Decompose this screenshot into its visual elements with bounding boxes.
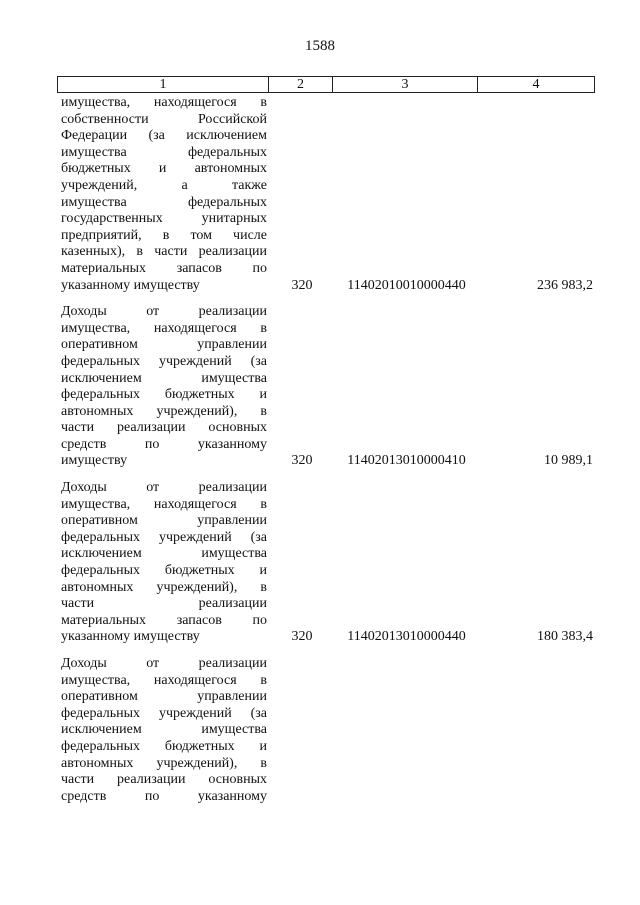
description-line: имущества федеральных [61, 194, 267, 210]
description-line: исключением имущества [61, 722, 267, 738]
description-line: автономных учреждений), в [61, 579, 267, 595]
description-line: бюджетных и автономных [61, 161, 267, 177]
description-line: исключением имущества [61, 370, 267, 386]
row-budget-code: 11402010010000440 [347, 277, 466, 293]
description-line: указанному имуществу [61, 629, 200, 645]
description-line: казенных), в части реализации [61, 244, 267, 260]
description-line: имуществу [61, 453, 128, 469]
description-line: Доходы от реализации [61, 656, 267, 671]
row-budget-code: 11402013010000410 [347, 453, 466, 469]
description-line: собственности Российской [61, 111, 267, 127]
description-line: материальных запасов по [61, 612, 267, 628]
row-budget-code: 11402013010000440 [347, 629, 466, 645]
page-number: 1588 [305, 38, 335, 54]
description-line: предприятий, в том числе [61, 227, 267, 243]
header-col-2: 2 [269, 77, 333, 92]
description-line: учреждений, а также [61, 177, 267, 193]
description-line: оперативном управлении [61, 337, 267, 353]
description-line: имущества, находящегося в [61, 496, 267, 512]
description-line: материальных запасов по [61, 260, 267, 276]
description-line: федеральных учреждений (за [61, 529, 267, 545]
row-description [57, 95, 267, 294]
description-line: части реализации [61, 596, 267, 612]
description-line: имущества, находящегося в [61, 320, 267, 336]
header-col-1: 1 [58, 77, 269, 92]
table-row [57, 304, 595, 470]
description-line: автономных учреждений), в [61, 755, 267, 771]
table-row [57, 656, 595, 805]
description-line: имущества, находящегося в [61, 95, 267, 110]
description-line: Доходы от реализации [61, 304, 267, 320]
description-line: имущества федеральных [61, 144, 267, 160]
row-admin-code: 320 [291, 629, 313, 645]
description-line: Доходы от реализации [61, 480, 267, 496]
description-line: федеральных бюджетных и [61, 387, 267, 403]
row-admin-code: 320 [291, 277, 313, 293]
description-line: части реализации основных [61, 772, 267, 788]
row-description [57, 304, 267, 470]
row-amount: 10 989,1 [544, 453, 593, 469]
description-line: указанному имуществу [61, 277, 200, 293]
header-col-4: 4 [532, 77, 540, 92]
description-line: федеральных бюджетных и [61, 563, 267, 579]
table-row [57, 95, 595, 294]
row-amount: 236 983,2 [537, 277, 593, 293]
row-amount: 180 383,4 [537, 629, 593, 645]
table-body [57, 95, 595, 815]
description-line: средств по указанному [61, 436, 267, 452]
description-line: имущества, находящегося в [61, 672, 267, 688]
table-row [57, 480, 595, 646]
description-line: оперативном управлении [61, 513, 267, 529]
description-line: государственных унитарных [61, 211, 267, 227]
header-col-3: 3 [333, 77, 478, 92]
description-line: исключением имущества [61, 546, 267, 562]
description-line: федеральных учреждений (за [61, 353, 267, 369]
row-description [57, 656, 267, 805]
table-header-row [57, 76, 595, 93]
row-admin-code: 320 [291, 453, 313, 469]
row-description [57, 480, 267, 646]
description-line: федеральных бюджетных и [61, 738, 267, 754]
description-line: автономных учреждений), в [61, 403, 267, 419]
description-line: Федерации (за исключением [61, 128, 267, 144]
description-line: оперативном управлении [61, 689, 267, 705]
description-line: федеральных учреждений (за [61, 705, 267, 721]
description-line: части реализации основных [61, 420, 267, 436]
description-line: средств по указанному [61, 788, 267, 804]
